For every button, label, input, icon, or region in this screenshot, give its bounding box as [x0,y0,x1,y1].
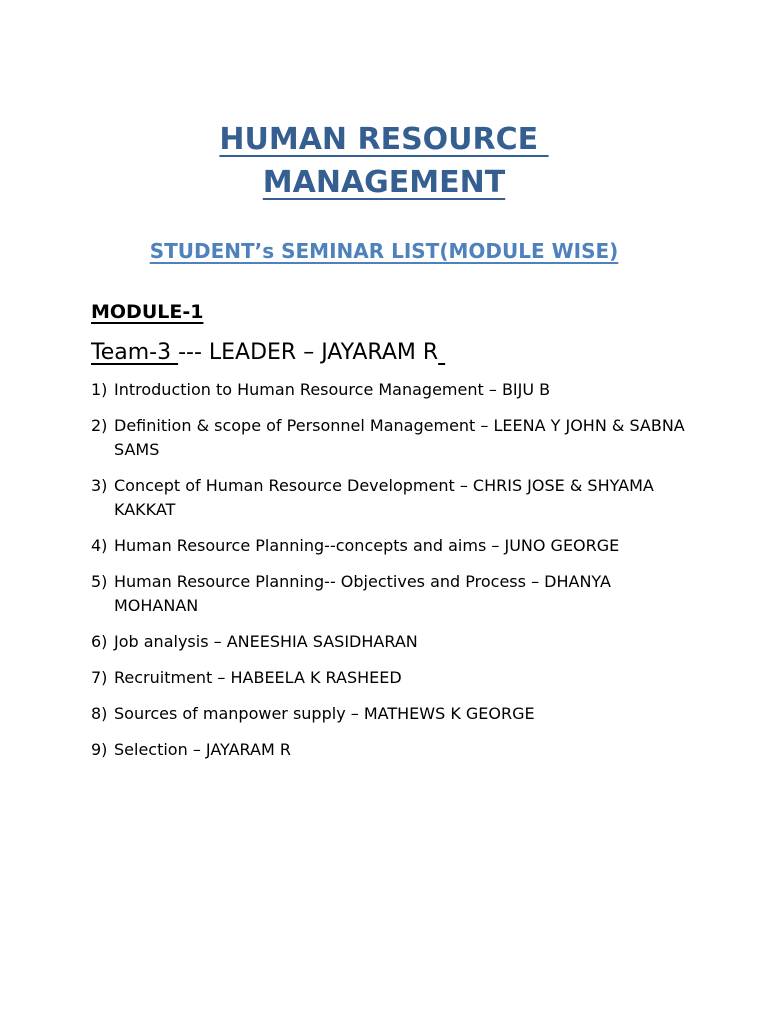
document-subtitle: STUDENT’s SEMINAR LIST(MODULE WISE) [149,239,619,263]
topic-number: 7) [91,668,108,687]
topic-number: 4) [91,536,108,555]
list-item [91,666,691,690]
seminar-topic-list [91,378,691,774]
list-item [91,738,691,762]
team-line [91,337,445,369]
list-item [91,534,691,558]
topic-text: Definition & scope of Personnel Management – LEENA Y JOHN & SABNA SAMS [114,416,685,459]
topic-number: 1) [91,380,108,399]
document-title-line-1: HUMAN RESOURCE [219,122,549,157]
list-item [91,378,691,402]
topic-text: Human Resource Planning-- Objectives and Process – DHANYA MOHANAN [114,572,611,615]
topic-number: 5) [91,572,108,591]
topic-text: Selection – JAYARAM R [114,740,291,759]
topic-text: Job analysis – ANEESHIA SASIDHARAN [114,632,418,651]
list-item [91,630,691,654]
topic-text: Human Resource Planning--concepts and aims – JUNO GEORGE [114,536,620,555]
topic-text: Recruitment – HABEELA K RASHEED [114,668,402,687]
topic-number: 8) [91,704,108,723]
module-heading: MODULE-1 [91,301,204,323]
team-label: Team-3 [91,340,179,365]
topic-number: 2) [91,416,108,435]
list-item [91,702,691,726]
topic-number: 6) [91,632,108,651]
topic-text: Sources of manpower supply – MATHEWS K GEORGE [114,704,535,723]
list-item [91,474,691,522]
document-title-line-2: MANAGEMENT [262,165,506,200]
topic-number: 9) [91,740,108,759]
team-leader: --- LEADER – JAYARAM R [178,340,439,365]
list-item [91,414,691,462]
topic-text: Concept of Human Resource Development – CHRIS JOSE & SHYAMA KAKKAT [114,476,654,519]
topic-number: 3) [91,476,108,495]
topic-text: Introduction to Human Resource Management – BIJU B [114,380,551,399]
list-item [91,570,691,618]
team-leader-trailing [438,340,445,365]
